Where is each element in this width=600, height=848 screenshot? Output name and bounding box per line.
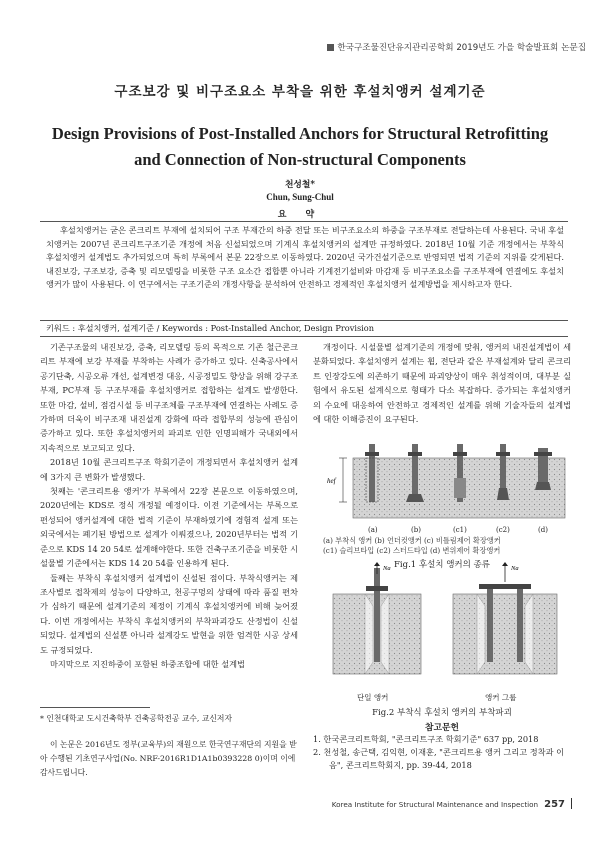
embedment-label: hef	[327, 477, 336, 485]
sub-label-d: (d)	[538, 526, 548, 534]
running-header	[327, 41, 586, 53]
references-heading: 참고문헌	[425, 723, 459, 733]
figure-2-caption: Fig.2 부착식 후설치 앵커의 부착파괴	[372, 708, 512, 718]
anchor-group-label: 앵커 그룹	[485, 693, 517, 702]
body-left-column	[40, 340, 298, 671]
keywords: 키워드 : 후설치앵커, 설계기준 / Keywords : Post-Installed Anchor, Design Provision	[46, 323, 374, 333]
title-english	[0, 121, 600, 173]
paragraph: 둘째는 부착식 후설치앵커 설계법이 신설된 점이다. 부착식앵커는 제조사별로 접착제의 성능이 다양하고, 천공구멍의 상태에 따라 품질 편차가 심하기 때문에 설계기준의 제정이 기계식 후설치앵커에 비해 늦어졌다. 이번 개정에서는 부착식 후설치앵커의 부착파괴강도 산정법이 신설되었다. 설계법의 신설뿐 아니라 설계강도 발현을 위한 엄격한 시공 상세도 규정되었다.	[40, 572, 298, 655]
keywords-top-rule	[40, 320, 568, 321]
paragraph: 개정이다. 시설물별 설계기준의 개정에 맞춰, 앵커의 내진설계법이 세분화되었다. 후설치앵커 설계는 휨, 전단과 같은 부재설계와 달리 콘크리트 인장강도에 의존하기 때문에 파괴양상이 매우 취성적이며, 대부분 실험에서 유도된 설계식으로 형태가 다소 복잡하다. 증가되는 후설치앵커의 수요에 대응하여 안전하고 경제적인 설계를 위해 기술자들의 설계법에 대한 이해증진이 요구된다.	[313, 342, 571, 425]
single-anchor-label: 단일 앵커	[357, 693, 389, 702]
figure-1-caption: Fig.1 후설치 앵커의 종류	[394, 560, 490, 570]
reference-item: 1. 한국콘크리트학회, "콘크리트구조 학회기준" 637 pp, 2018	[313, 734, 539, 744]
paragraph: 첫째는 '콘크리트용 앵커'가 부록에서 22장 본문으로 이동하였으며, 2020년에는 KDS로 정식 개정될 예정이다. 이전 기준에서는 부록으로 편성되어 앵커설계에 대한 법적 기준이 부재하였기에 경험적 설계 또는 외국에서는 폐기된 방법으로 설계가 이뤄졌으나, 2020년부터는 법적 기준으로 KDS 14 20 54로 설계해야한다. 또한 건축구조기준을 비롯한 시설물별 기준에서는 KDS 14 20 54를 인용하게 된다.	[40, 486, 298, 569]
title-english-line1: Design Provisions of Post-Installed Anchors for Structural Retrofitting	[51, 124, 549, 143]
footnote-rule	[40, 707, 150, 708]
keywords-bottom-rule	[40, 336, 568, 337]
abstract-body: 후설치앵커는 굳은 콘크리트 부재에 설치되어 구조 부재간의 하중 전달 또는 비구조요소의 하중을 구조부재로 전달하는데 사용된다. 국내 후설치앵커는 2007년 콘크리트구조기준 개정에 처음 신설되었으며 기계식 후설치앵커의 설계만 규정하였다. 2018년 10월 기준 개정에서는 부착식 후설치앵커 설계법도 추가되었으며 특히 부록에서 본문 22장으로 이동하였다. 2020년 국가건설기준으로 반영되면 법적 기준의 지위를 갖게된다. 내진보강, 구조보강, 증축 및 리모델링을 비롯한 구조 요소간 접합뿐 아니라 기계전기설비와 마감재 등 비구조요소를 구조부재에 연결에도 후설치앵커가 많이 사용된다. 이 연구에서는 구조기준의 개정사항을 분석하여 안전하고 경제적인 후설치앵커 설계방법을 제시하고자 한다.	[46, 225, 564, 290]
abstract-heading: 요 약	[277, 210, 323, 220]
references-list	[313, 733, 571, 772]
single-load-label: Na	[383, 565, 391, 572]
figure-2	[313, 562, 571, 718]
author-english: Chun, Sung-Chul	[266, 192, 334, 202]
page-number: 257	[544, 799, 565, 810]
acknowledgment: 이 논문은 2016년도 정부(교육부)의 재원으로 한국연구재단의 지원을 받아 수행된 기초연구사업(No. NRF-2016R1D1A1b0393228 0)이며 이에 감사드립니다.	[40, 740, 297, 777]
single-anchor-panel	[333, 562, 421, 674]
group-load-label: Na	[511, 565, 519, 572]
legend-line: (c1) 슬리브타입 (c2) 스터드타입 (d) 변위제어 확장앵커	[323, 546, 501, 555]
header-journal: 한국구조물진단유지관리공학회 2019년도 가을 학술발표회 논문집	[337, 43, 586, 53]
author-korean: 천성철*	[284, 180, 316, 190]
sub-label-b: (b)	[411, 526, 421, 534]
title-english-line2: and Connection of Non-structural Components	[134, 150, 466, 169]
sub-label-c2: (c2)	[496, 526, 510, 534]
anchor-group-panel	[453, 562, 557, 674]
legend-line: (a) 부착식 앵커 (b) 언더컷앵커 (c) 비틀림제어 확장앵커	[323, 536, 501, 545]
page-footer	[332, 798, 572, 810]
paragraph: 마지막으로 지진하중이 포함된 하중조합에 대한 설계법	[50, 658, 245, 669]
footnote: * 인천대학교 도시건축학부 건축공학전공 교수, 교신저자	[40, 714, 232, 723]
paragraph: 2018년 10월 콘크리트구조 학회기준이 개정되면서 후설치앵커 설계에 3가지 큰 변화가 발생했다.	[40, 457, 298, 482]
reference-item: 2. 천성철, 송근택, 김익현, 이재훈, "콘크리트용 앵커 그리고 정착과 이음", 콘크리트학회지, pp. 39-44, 2018	[313, 747, 565, 770]
abstract-top-rule	[40, 221, 568, 222]
sub-label-a: (a)	[368, 526, 378, 534]
anchor-types-diagram	[313, 438, 571, 522]
footer-publisher: Korea Institute for Structural Maintenance and Inspection	[331, 800, 539, 809]
header-bullet-icon	[327, 44, 334, 51]
footer-divider	[571, 798, 572, 809]
paragraph: 기존구조물의 내진보강, 증축, 리모델링 등의 목적으로 기존 철근콘크리트 부재에 보강 부재를 부착하는 사례가 증가하고 있다. 신축공사에서 공기단축, 시공오류 개선, 설계변경 대응, 시공정밀도 향상을 위해 강구조부재, PC부재 등 구조부재를 후설치앵커로 접합하는 설계도 발생한다. 또한 마감, 설비, 점검시설 등 비구조체를 구조부재에 연결하는 사례도 증가하며 더욱이 비구조재 내진설계 강화에 따라 접합부의 성능에 관심이 증가하고 있다. 또한 후설치앵커의 파괴로 인한 인명피해가 국내외에서 지속적으로 보고되고 있다.	[40, 342, 298, 453]
sub-label-c1: (c1)	[453, 526, 467, 534]
figure-1	[313, 438, 571, 570]
figure-1-legend	[313, 536, 571, 556]
body-right-column	[313, 340, 571, 426]
bond-failure-diagram	[313, 562, 571, 688]
title-korean: 구조보강 및 비구조요소 부착을 위한 후설치앵커 설계기준	[114, 84, 486, 100]
